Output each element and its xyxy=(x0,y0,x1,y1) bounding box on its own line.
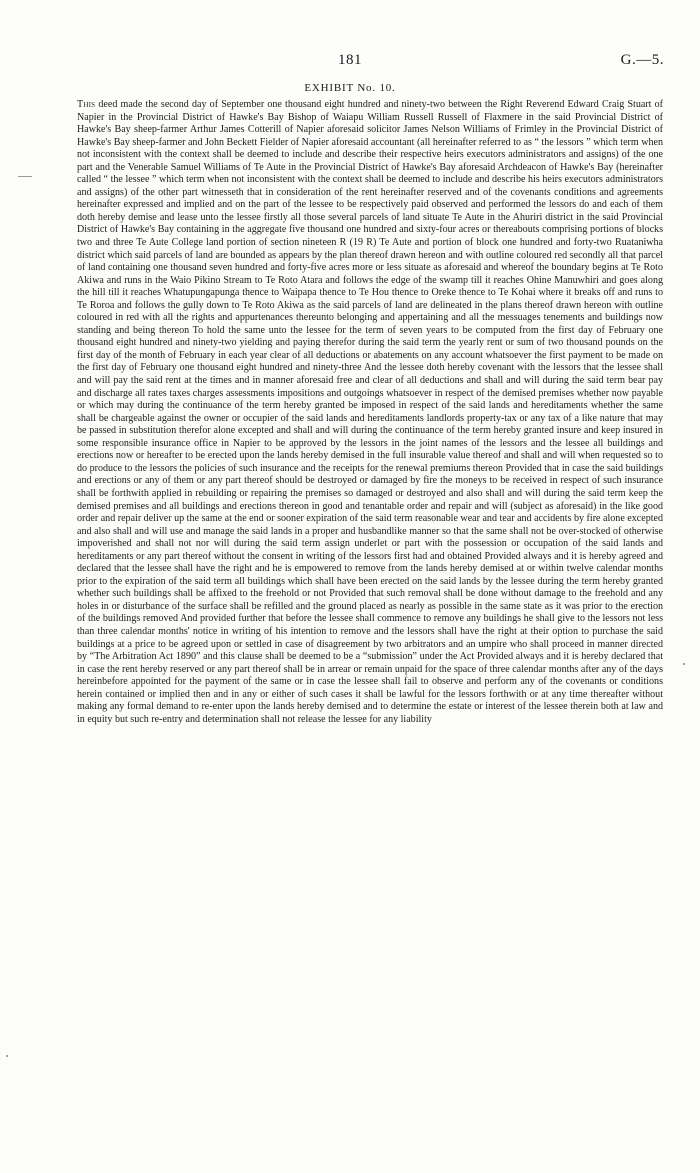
deed-text xyxy=(77,99,663,726)
margin-dot xyxy=(683,663,685,665)
margin-dot xyxy=(6,1055,8,1057)
exhibit-heading: EXHIBIT No. 10. xyxy=(304,82,396,94)
margin-mark xyxy=(18,176,32,177)
page-number: 181 xyxy=(338,52,362,68)
deed-lead-word: This xyxy=(77,99,96,110)
deed-body: deed made the second day of September one thousand eight hundred and ninety-two between the Right Reverend Edward Craig Stuart of Napier in the Provincial District of Hawke's Bay Bishop of Waiapu William Russell Russell of Flaxmere in the said Provincial District of Hawke's Bay sheep-farmer Arthur James Cotterill of Napier aforesaid solicitor James Nelson Williams of Frimley in the Provincial District of Hawke's Bay sheep-farmer and John Beckett Fielder of Napier aforesaid accountant (all hereinafter referred to as “ the lessors ” which term when not inconsistent with the context shall be deemed to include and describe their respective heirs executors administrators and assigns) of the one part and the Venerable Samuel Williams of Te Aute in the Provincial District of Hawke's Bay aforesaid Archdeacon of Hawke's Bay (hereinafter called “ the lessee ” which term when not inconsistent with the context shall be deemed to include and describe his heirs executors administrators and assigns) of the other part witnesseth that in consideration of the rent hereinafter reserved and of the covenants conditions and agreements hereinafter expressed and implied and on the part of the lessee to be respectively paid observed and performed the lessors do and each of them doth hereby demise and lease unto the lessee firstly all those several parcels of land situate Te Aute in the Ahuriri district in the said Provincial District of Hawke's Bay containing in the aggregate five thousand one hundred and sixty-four acres or thereabouts comprising portions of blocks two and three Te Aute College land portion of section nineteen R (19 R) Te Aute and portion of block one hundred and forty-two Ruataniwha district which said parcels of land are bounded as appears by the plan thereof drawn hereon and with outline coloured red secondly all that parcel of land containing one thousand seven hundred and forty-five acres more or less situate as aforesaid and whereof the boundary begins at Te Roto Akiwa and runs in the Waio Pikino Stream to Te Roto Atara and follows the edge of the swamp till it reaches Ohine Manuwhiri and goes along the hill till it reaches Whatupungapunga thence to Waipapa thence to Te Hou thence to Oreke thence to Te Kohai where it breaks off and runs to Te Roroa and follows the gully down to Te Roto Akiwa as the said parcels of land are delineated in the plans thereof drawn hereon with outline coloured in red with all the rights and appurtenances thereunto belonging and appertaining and all the messuages tenements and buildings now standing and being thereon To hold the same unto the lessee for the term of seven years to be computed from the first day of February one thousand eight hundred and ninety-two yielding and paying therefor during the said term the yearly rent or sum of two thousand pounds on the first day of the month of February in each year clear of all deductions or abatements on any account whatsoever the first payment to be made on the first day of February one thousand eight hundred and ninety-three And the lessee doth hereby covenant with the lessors that the lessee shall and will pay the said rent at the times and in manner aforesaid free and clear of all deductions and shall and will during the said term bear pay and discharge all rates taxes charges assessments impositions and outgoings whatsoever in respect of the demised premises whether now payable or which may during the continuance of the term hereby granted be imposed in respect of the said lands and hereditaments whether the same shall be chargeable against the owner or occupier of the said lands and hereditaments landlords property-tax or any tax of a like nature that may be passed in substitution therefor alone excepted and shall and will during the continuance of the term hereby granted insure and keep insured in some responsible insurance office in Napier to be approved by the lessors in the joint names of the lessors and the lessee all buildings and erections now or hereafter to be erected upon the lands hereby demised in the full insurable value thereof and shall and will when requested so to do produce to the lessors the policies of such insurance and the receipts for the renewal premiums thereon Provided that in case the said buildings and erections or any of them or any part thereof should be destroyed or damaged by fire the moneys to be received in respect of such insurance shall be forthwith applied in rebuilding or repairing the premises so damaged or destroyed and also shall and will during the said term keep the demised premises and all buildings and erections thereon in good and tenantable order and repair and will (subject as aforesaid) in the like good order and repair deliver up the same at the end or sooner expiration of the said term reasonable wear and tear and accidents by fire alone excepted and also shall and will use and manage the said lands in a proper and husbandlike manner so that the same shall not be over-stocked of otherwise impoverished and shall not nor will during the said term assign underlet or part with the possession or occupation of the said lands and hereditaments or any part thereof without the consent in writing of the lessors first had and obtained Provided always and it is hereby agreed and declared that the lessee shall have the right and he is empowered to remove from the lands hereby demised at or within twelve calendar months prior to the expiration of the said term all buildings which shall have been erected on the said lands by the lessee during the term hereby granted whether such buildings shall be affixed to the freehold or not Provided that such removal shall be done without damage to the freehold and any holes in or disturbance of the surface shall be refilled and the ground placed as nearly as possible in the same state as it was prior to the erection of the buildings removed And provided further that before the lessee shall commence to remove any buildings he shall give to the lessors not less than three calendar months' notice in writing of his intention to remove and the lessors shall have the right at their option to purchase the said buildings at a price to be agreed upon or settled in case of disagreement by two arbitrators and an umpire who shall proceed in manner directed by “The Arbitration Act 1890” and this clause shall be deemed to be a “submission” under the Act Provided always and it is hereby declared that in case the rent hereby reserved or any part thereof shall be in arrear or remain unpaid for the space of three calendar months after any of the days hereinbefore appointed for the payment of the same or in case the lessee shall fail to observe and perform any of the covenants or conditions herein contained or implied then and in any or either of such cases it shall be lawful for the lessors forthwith or at any time thereafter without making any formal demand to re-enter upon the lands hereby demised and to determine the estate or interest of the lessee therein both at law and in equity but such re-entry and determination shall not release the lessee for any liability xyxy=(77,99,663,725)
document-reference: G.—5. xyxy=(620,52,664,68)
